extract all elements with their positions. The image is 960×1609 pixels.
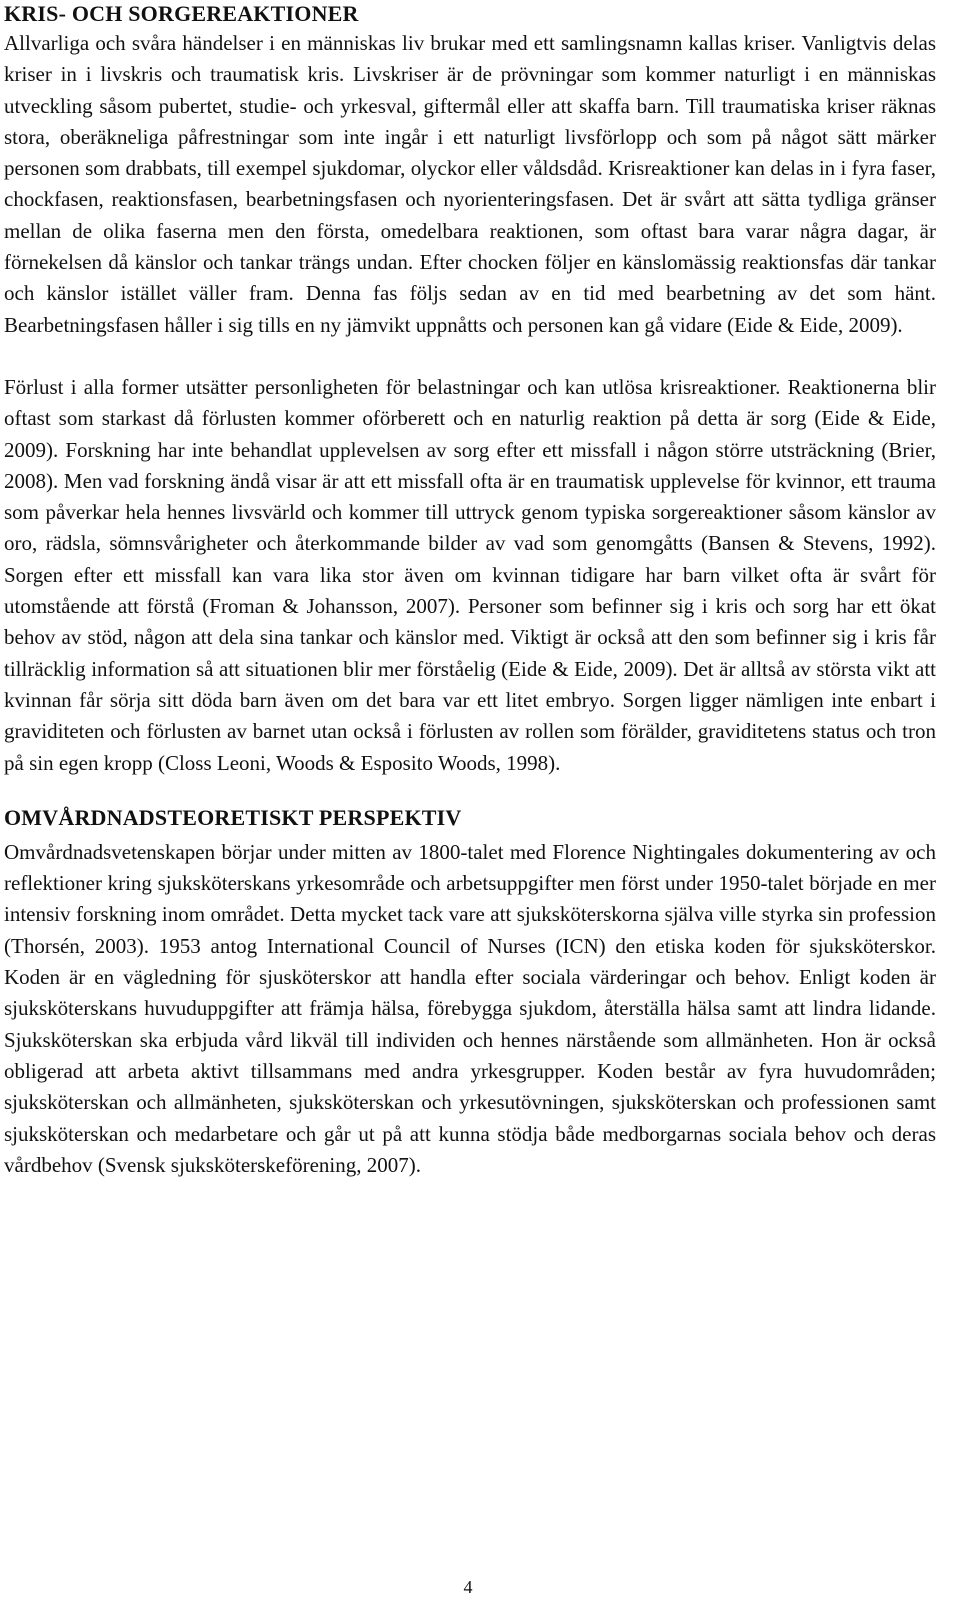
paragraph-krisreaktioner: Allvarliga och svåra händelser i en människas liv brukar med ett samlingsnamn kallas kriser. Vanligtvis delas kriser in i livskris och traumatisk kris. Livskriser är de prövningar som kommer naturligt i en människas utveckling såsom pubertet, studie- och yrkesval, giftermål eller att skaffa barn. Till traumatiska kriser räknas stora, oberäkneliga påfrestningar som inte ingår i ett naturligt livsförlopp och som på något sätt märker personen som drabbats, till exempel sjukdomar, olyckor eller våldsdåd. Krisreaktioner kan delas in i fyra faser, chockfasen, reaktionsfasen, bearbetningsfasen och nyorienteringsfasen. Det är svårt att sätta tydliga gränser mellan de olika faserna men den första, omedelbara reaktionen, som oftast bara varar några dagar, är förnekelsen då känslor och tankar trängs undan. Efter chocken följer en känslomässig reaktionsfas där tankar och känslor istället väller fram. Denna fas följs sedan av en tid med bearbetning av det som hänt. Bearbetningsfasen håller i sig tills en ny jämvikt uppnåtts och personen kan gå vidare (Eide & Eide, 2009). [4,31,936,337]
page-number: 4 [463,1577,473,1597]
section-heading-omvardnad: OMVÅRDNADSTEORETISKT PERSPEKTIV [4,804,462,830]
paragraph-omvardnadsvetenskap: Omvårdnadsvetenskapen börjar under mitten av 1800-talet med Florence Nightingales dokumentering av och reflektioner kring sjuksköterskans yrkesområde och arbetsuppgifter men först under 1950-talet började en mer intensiv forskning inom området. Detta mycket tack vare att sjuksköterskorna själva ville styrka sin profession (Thorsén, 2003). 1953 antog International Council of Nurses (ICN) den etiska koden för sjuksköterskor. Koden är en vägledning för sjusköterskor att handla efter sociala värderingar och behov. Enligt koden är sjuksköterskans huvuduppgifter att främja hälsa, förebygga sjukdom, återställa hälsa samt att lindra lidande. Sjuksköterskan ska erbjuda vård likväl till individen och hennes närstående som allmänheten. Hon är också obligerad att arbeta aktivt tillsammans med andra yrkesgrupper. Koden består av fyra huvudområden; sjuksköterskan och allmänheten, sjuksköterskan och yrkesutövningen, sjuksköterskan och professionen samt sjuksköterskan och medarbetare och går ut på att kunna stödja både medborgarnas sociala behov och deras vårdbehov (Svensk sjuksköterskeförening, 2007). [4,839,936,1177]
paragraph-spacer [4,341,936,372]
paragraph-forlust: Förlust i alla former utsätter personligheten för belastningar och kan utlösa krisreaktioner. Reaktionerna blir oftast som starkast då förlusten kommer oförberett och en naturlig reaktion på detta är sorg (Eide & Eide, 2009). Forskning har inte behandlat upplevelsen av sorg efter ett missfall i någon större utsträckning (Brier, 2008). Men vad forskning ändå visar är att ett missfall ofta är en traumatisk upplevelse för kvinnor, ett trauma som påverkar hela hennes livsvärld och kommer till uttryck genom typiska sorgereaktioner såsom känslor av oro, rädsla, sömnsvårigheter och återkommande bilder av vad som genomgåtts (Bansen & Stevens, 1992). Sorgen efter ett missfall kan vara lika stor även om kvinnan tidigare har barn vilket ofta är svårt för utomstående att förstå (Froman & Johansson, 2007). Personer som befinner sig i kris och sorg har ett ökat behov av stöd, någon att dela sina tankar och känslor med. Viktigt är också att den som befinner sig i kris får tillräcklig information så att situationen blir mer förståelig (Eide & Eide, 2009). Det är alltså av största vikt att kvinnan får sörja sitt döda barn även om det bara var ett litet embryo. Sorgen ligger nämligen inte enbart i graviditeten och förlusten av barnet utan också i förlusten av rollen som förälder, graviditetens status och tron på sin egen kropp (Closs Leoni, Woods & Esposito Woods, 1998). [4,374,936,775]
document-page [4,0,936,1181]
section-spacer [4,779,936,804]
section-heading-kris: KRIS- OCH SORGEREAKTIONER [4,1,359,26]
